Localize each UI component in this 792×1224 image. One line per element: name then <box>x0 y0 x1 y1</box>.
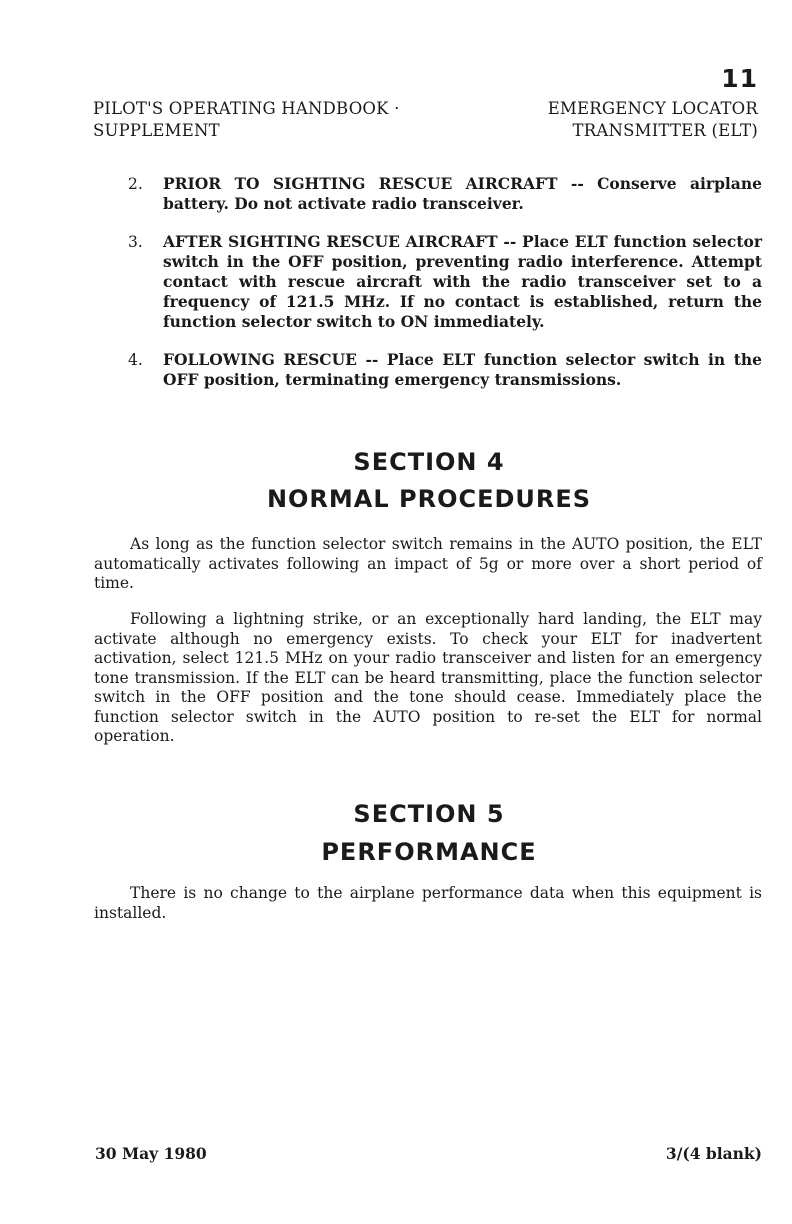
step-text: FOLLOWING RESCUE -- Place ELT function selector switch in the OFF position, terminating emergency transmissions. <box>163 350 762 389</box>
step-number: 2. <box>128 175 143 193</box>
footer-page: 3/(4 blank) <box>665 1144 762 1163</box>
header-right <box>548 98 758 142</box>
section5-subtitle: PERFORMANCE <box>321 838 537 866</box>
procedure-steps <box>128 174 762 408</box>
step-text: PRIOR TO SIGHTING RESCUE AIRCRAFT -- Conserve airplane battery. Do not activate radio transceiver. <box>163 174 762 213</box>
section4-subtitle: NORMAL PROCEDURES <box>266 485 592 513</box>
section5-paragraph: There is no change to the airplane performance data when this equipment is installed. <box>94 884 762 922</box>
footer-date: 30 May 1980 <box>95 1144 207 1163</box>
header-supplement-title-line1: EMERGENCY LOCATOR <box>547 99 758 118</box>
procedure-step <box>128 350 762 390</box>
procedure-step <box>128 174 762 214</box>
page-number: 11 <box>721 64 758 93</box>
section4-paragraph: Following a lightning strike, or an exceptionally hard landing, the ELT may activate although no emergency exists. To check your ELT for inadvertent activation, select 121.5 MHz on your radio transceiver and listen for an emergency tone transmission. If the ELT can be heard transmitting, place the function selector switch in the OFF position and the tone should cease. Immediately place the function selector switch in the AUTO position to re-set the ELT for normal operation. <box>94 610 762 745</box>
step-number: 4. <box>128 351 143 369</box>
header-left <box>93 98 400 142</box>
section4-title: SECTION 4 <box>353 448 505 476</box>
header-supplement-title-line2: TRANSMITTER (ELT) <box>572 121 758 140</box>
step-text: AFTER SIGHTING RESCUE AIRCRAFT -- Place ELT function selector switch in the OFF position, preventing radio interference. Attempt contact with rescue aircraft with the radio transceiver set to a frequency of 121.5 MHz. If no contact is established, return the function selector switch to ON immediately. <box>163 232 762 331</box>
step-number: 3. <box>128 233 143 251</box>
procedure-step <box>128 232 762 332</box>
header-handbook-title: PILOT'S OPERATING HANDBOOK · <box>93 99 400 118</box>
section5-title: SECTION 5 <box>353 800 505 828</box>
section4-paragraph: As long as the function selector switch remains in the AUTO position, the ELT automatically activates following an impact of 5g or more over a short period of time. <box>94 535 762 592</box>
header-supplement-label: SUPPLEMENT <box>93 121 220 140</box>
